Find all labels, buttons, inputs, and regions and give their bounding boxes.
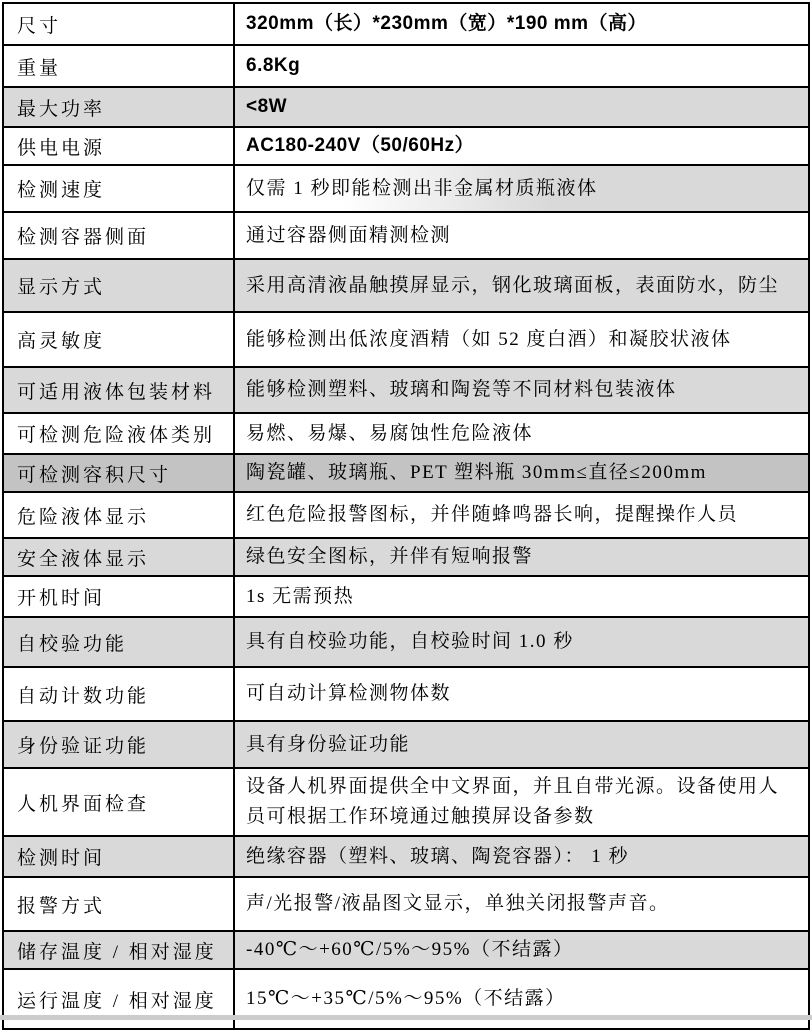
spec-value: 采用高清液晶触摸屏显示，钢化玻璃面板，表面防水，防尘 — [246, 274, 780, 296]
spec-value-cell — [235, 368, 808, 412]
spec-label: 危险液体显示 — [17, 506, 150, 528]
spec-label: 检测容器侧面 — [17, 227, 150, 248]
table-row — [4, 493, 808, 539]
spec-value-cell — [235, 878, 808, 930]
table-row — [4, 213, 808, 260]
spec-label-cell — [4, 213, 235, 258]
spec-value-cell — [235, 414, 808, 453]
spec-label: 身份验证功能 — [17, 736, 150, 757]
spec-label: 最大功率 — [17, 98, 106, 120]
spec-value-cell — [235, 128, 808, 164]
table-row — [4, 539, 808, 577]
spec-label-cell — [4, 539, 235, 575]
table-row — [4, 368, 808, 414]
spec-value-cell — [235, 260, 808, 311]
spec-label-cell — [4, 878, 235, 930]
spec-label: 人机界面检查 — [17, 793, 150, 815]
spec-value-cell — [235, 213, 808, 258]
spec-value-cell — [235, 539, 808, 575]
spec-value-cell — [235, 313, 808, 366]
table-row — [4, 878, 808, 932]
spec-value: 具有身份验证功能 — [246, 733, 411, 755]
table-row — [4, 128, 808, 166]
table-row — [4, 88, 808, 128]
spec-value: AC180-240V（50/60Hz） — [246, 135, 475, 156]
spec-label: 可适用液体包装材料 — [17, 381, 216, 403]
spec-value-cell — [235, 837, 808, 876]
spec-value: 15℃～+35℃/5%～95%（不结露） — [246, 988, 566, 1009]
spec-value-cell — [235, 722, 808, 767]
spec-value-cell — [235, 4, 808, 44]
spec-value-cell — [235, 88, 808, 126]
spec-label: 自校验功能 — [17, 633, 128, 655]
spec-label-cell — [4, 668, 235, 720]
spec-value-cell — [235, 932, 808, 968]
spec-value-cell — [235, 46, 808, 86]
spec-value-cell — [235, 618, 808, 666]
spec-label: 尺寸 — [17, 15, 62, 37]
spec-label-cell — [4, 837, 235, 876]
table-row — [4, 837, 808, 878]
spec-value-cell — [235, 577, 808, 616]
spec-label: 可检测危险液体类别 — [17, 425, 216, 446]
spec-label: 储存温度 / 相对湿度 — [17, 941, 217, 963]
spec-value: 具有自校验功能，自校验时间 1.0 秒 — [246, 631, 574, 652]
spec-value-cell — [235, 166, 808, 211]
spec-label-cell — [4, 88, 235, 126]
spec-table — [2, 2, 810, 1030]
spec-label-cell — [4, 128, 235, 164]
table-row — [4, 414, 808, 455]
spec-value-cell — [235, 668, 808, 720]
table-row — [4, 4, 808, 46]
spec-label: 供电电源 — [17, 137, 106, 159]
spec-label-cell — [4, 618, 235, 666]
spec-value: 能够检测塑料、玻璃和陶瓷等不同材料包装液体 — [246, 379, 677, 400]
spec-label-cell — [4, 455, 235, 491]
spec-label-cell — [4, 769, 235, 835]
spec-label-cell — [4, 932, 235, 968]
spec-label: 重量 — [17, 57, 62, 79]
spec-value: <8W — [246, 96, 288, 117]
spec-value: 绝缘容器（塑料、玻璃、陶瓷容器）： 1 秒 — [246, 845, 630, 867]
spec-value: 通过容器侧面精测检测 — [246, 224, 452, 246]
spec-label-cell — [4, 166, 235, 211]
spec-label-cell — [4, 368, 235, 412]
spec-value-cell — [235, 769, 808, 835]
spec-value: 设备人机界面提供全中文界面，并且自带光源。设备使用人员可根据工作环境通过触摸屏设备参数 — [246, 776, 780, 827]
spec-label-cell — [4, 46, 235, 86]
table-row — [4, 166, 808, 213]
spec-value-cell — [235, 455, 808, 491]
table-row — [4, 932, 808, 970]
spec-value: 1s 无需预热 — [246, 585, 355, 607]
spec-value: 声/光报警/液晶图文显示，单独关闭报警声音。 — [246, 893, 670, 914]
spec-value: 易燃、易爆、易腐蚀性危险液体 — [246, 422, 534, 444]
table-row — [4, 577, 808, 618]
spec-label-cell — [4, 722, 235, 767]
spec-value: 绿色安全图标，并伴有短响报警 — [246, 546, 534, 567]
spec-label: 检测速度 — [17, 180, 106, 201]
spec-label: 安全液体显示 — [17, 548, 150, 570]
spec-label: 报警方式 — [17, 895, 106, 917]
spec-label: 自动计数功能 — [17, 685, 150, 707]
spec-label-cell — [4, 313, 235, 366]
page-edge — [0, 1015, 812, 1020]
spec-value: 仅需 1 秒即能检测出非金属材质瓶液体 — [246, 177, 598, 199]
spec-label-cell — [4, 493, 235, 537]
table-row — [4, 769, 808, 837]
table-row — [4, 970, 808, 1030]
table-row — [4, 313, 808, 368]
spec-label-cell — [4, 577, 235, 616]
spec-label: 显示方式 — [17, 277, 106, 298]
spec-value: 6.8Kg — [246, 55, 301, 76]
spec-value: 红色危险报警图标，并伴随蜂鸣器长响，提醒操作人员 — [246, 504, 739, 525]
table-row — [4, 618, 808, 668]
table-row — [4, 260, 808, 313]
table-row — [4, 668, 808, 722]
table-row — [4, 46, 808, 88]
table-row — [4, 455, 808, 493]
spec-value: 320mm（长）*230mm（宽）*190 mm（高） — [246, 13, 648, 34]
spec-label-cell — [4, 260, 235, 311]
spec-label-cell — [4, 414, 235, 453]
table-row — [4, 722, 808, 769]
spec-value: 能够检测出低浓度酒精（如 52 度白酒）和凝胶状液体 — [246, 328, 732, 350]
spec-label-cell — [4, 4, 235, 44]
spec-label: 运行温度 / 相对湿度 — [17, 990, 217, 1012]
spec-value: 可自动计算检测物体数 — [246, 683, 452, 704]
spec-value-cell — [235, 493, 808, 537]
spec-label: 可检测容积尺寸 — [17, 464, 172, 486]
spec-value: -40℃～+60℃/5%～95%（不结露） — [246, 939, 574, 960]
spec-label: 开机时间 — [17, 588, 106, 609]
spec-value: 陶瓷罐、玻璃瓶、PET 塑料瓶 30mm≤直径≤200mm — [246, 462, 707, 483]
spec-label: 高灵敏度 — [17, 331, 106, 352]
spec-label: 检测时间 — [17, 848, 106, 869]
